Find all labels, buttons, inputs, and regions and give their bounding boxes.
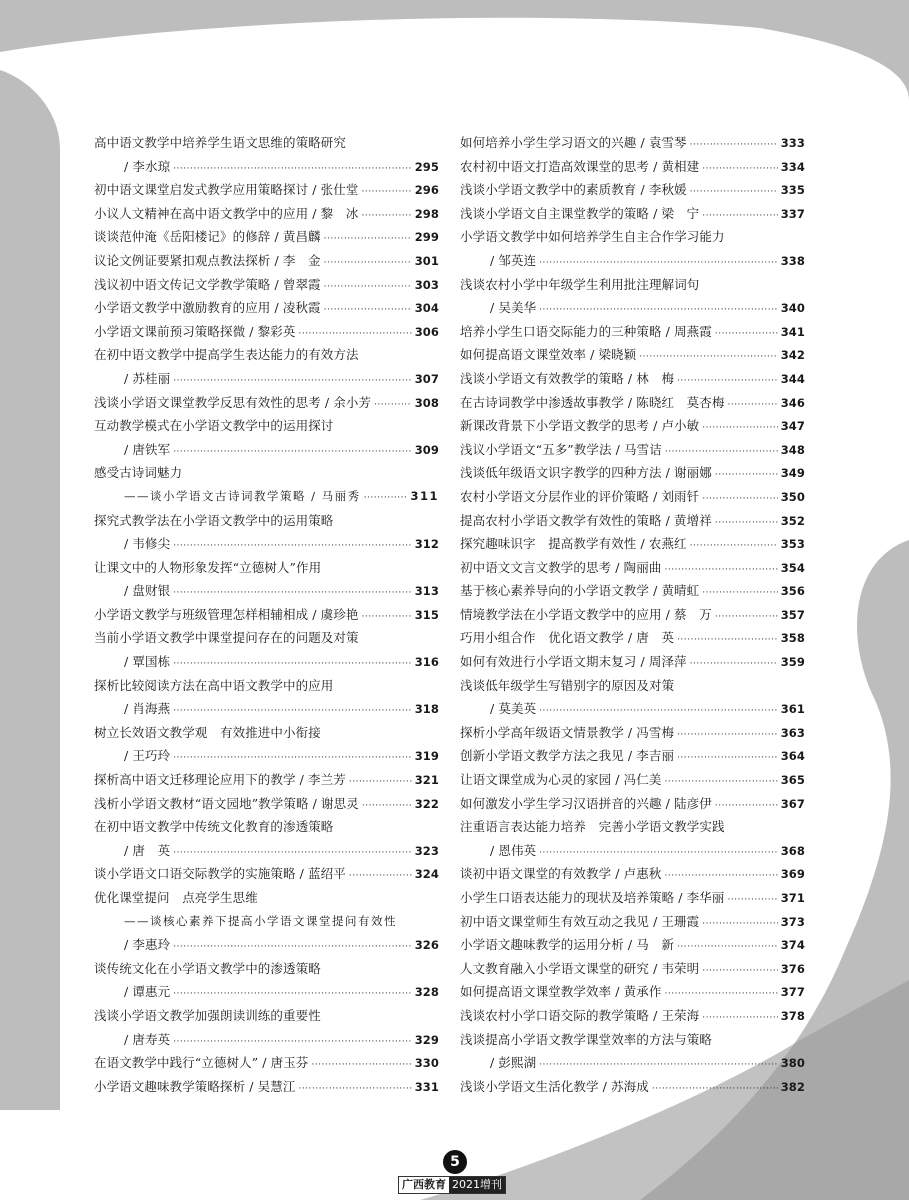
toc-entry-title: 培养小学生口语交际能力的三种策略 / 周燕霞 xyxy=(460,323,712,339)
toc-entry-page: 328 xyxy=(414,985,439,1000)
toc-entry-title: 小学语文教学中激励教育的应用 / 凌秋霞 xyxy=(94,300,321,316)
toc-entry xyxy=(94,792,439,816)
toc-leader-dots xyxy=(690,535,778,559)
toc-entry-title: ——谈小学语文古诗词教学策略 / 马丽秀 xyxy=(124,488,361,503)
toc-entry-title: / 谭惠元 xyxy=(124,984,171,1000)
toc-entry-page: 378 xyxy=(780,1008,805,1023)
toc-entry-title: 议论文例证要紧扣观点教法探析 / 李 金 xyxy=(94,252,321,268)
toc-entry-title: 如何激发小学生学习汉语拼音的兴趣 / 陆彦伊 xyxy=(460,795,712,811)
toc-entry xyxy=(94,131,439,155)
toc-entry xyxy=(460,155,805,179)
toc-leader-dots xyxy=(690,181,778,205)
toc-entry xyxy=(460,957,805,981)
toc-entry-page: 304 xyxy=(414,301,439,316)
toc-entry-page: 308 xyxy=(414,395,439,410)
toc-entry-title: 人文教育融入小学语文课堂的研究 / 韦荣明 xyxy=(460,960,700,976)
toc-entry-title: 探析高中语文迁移理论应用下的教学 / 李兰芳 xyxy=(94,772,346,788)
toc-entry-title: 小议人文精神在高中语文教学中的应用 / 黎 冰 xyxy=(94,205,359,221)
toc-entry-title: 初中语文课堂启发式教学应用策略探讨 / 张仕堂 xyxy=(94,182,359,198)
toc-entry-page: 364 xyxy=(780,749,805,764)
toc-entry xyxy=(460,792,805,816)
toc-entry-title: 在初中语文教学中传统文化教育的渗透策略 xyxy=(94,819,334,835)
toc-entry-page: 382 xyxy=(780,1079,805,1094)
toc-entry xyxy=(94,178,439,202)
toc-entry-title: 探析小学高年级语文情景教学 / 冯雪梅 xyxy=(460,724,675,740)
toc-entry-title: 让课文中的人物形象发挥“立德树人”作用 xyxy=(94,559,322,575)
toc-entry-title: / 李惠玲 xyxy=(124,937,171,953)
toc-entry-title: 在语文教学中践行“立德树人” / 唐玉芬 xyxy=(94,1055,309,1071)
toc-entry-title: / 恩伟英 xyxy=(490,842,537,858)
toc-leader-dots xyxy=(702,913,777,937)
toc-entry-title: 浅谈农村小学中年级学生利用批注理解词句 xyxy=(460,276,700,292)
page-number: 5 xyxy=(443,1150,467,1174)
toc-entry-title: / 盘财银 xyxy=(124,583,171,599)
toc-entry-title: 浅谈小学语文自主课堂教学的策略 / 梁 宁 xyxy=(460,205,700,221)
toc-entry-title: 浅谈小学语文教学中的素质教育 / 李秋媛 xyxy=(460,182,687,198)
toc-entry-title: 浅析小学语文教材“语文园地”教学策略 / 谢思灵 xyxy=(94,795,359,811)
toc-entry-title: 如何培养小学生学习语文的兴趣 / 袁雪琴 xyxy=(460,135,687,150)
toc-entry xyxy=(460,461,805,485)
toc-entry xyxy=(460,343,805,367)
toc-leader-dots xyxy=(715,464,778,488)
toc-entry xyxy=(94,320,439,344)
toc-entry-page: 307 xyxy=(414,371,439,386)
toc-entry-page: 324 xyxy=(414,867,439,882)
toc-entry-page: 365 xyxy=(780,773,805,788)
toc-entry-page: 319 xyxy=(414,749,439,764)
toc-entry xyxy=(460,768,805,792)
toc-entry-title: 情境教学法在小学语文教学中的应用 / 蔡 万 xyxy=(460,606,712,622)
toc-entry-title: / 莫美英 xyxy=(490,701,537,717)
toc-entry-title: / 肖海燕 xyxy=(124,701,171,717)
toc-entry xyxy=(94,367,439,391)
toc-entry-title: 浅谈小学语文有效教学的策略 / 林 梅 xyxy=(460,370,675,386)
toc-entry xyxy=(94,509,439,533)
toc-entry-title: 如何提高语文课堂效率 / 梁晓颖 xyxy=(460,347,637,363)
toc-leader-dots xyxy=(324,276,412,300)
toc-entry-page: 380 xyxy=(780,1056,805,1071)
toc-entry-page: 341 xyxy=(780,324,805,339)
toc-entry-title: 树立长效语文教学观 有效推进中小衔接 xyxy=(94,724,321,740)
toc-entry-title: 浅谈低年级学生写错别字的原因及对策 xyxy=(460,677,675,693)
toc-entry xyxy=(460,414,805,438)
toc-entry-title: 浅谈小学语文生活化教学 / 苏海成 xyxy=(460,1078,649,1094)
toc-leader-dots xyxy=(374,394,412,418)
toc-entry-title: 浅谈小学语文课堂教学反思有效性的思考 / 余小芳 xyxy=(94,394,372,410)
toc-entry-title: 让语文课堂成为心灵的家园 / 冯仁美 xyxy=(460,772,662,788)
toc-entry-page: 316 xyxy=(414,655,439,670)
toc-entry xyxy=(460,131,805,155)
toc-entry xyxy=(94,697,439,721)
toc-entry xyxy=(94,768,439,792)
toc-entry xyxy=(94,721,439,745)
toc-entry-title: 初中语文文言文教学的思考 / 陶丽曲 xyxy=(460,559,662,575)
toc-entry-page: 330 xyxy=(414,1056,439,1071)
toc-entry-title: 浅议小学语文“五多”教学法 / 马雪诘 xyxy=(460,441,662,457)
toc-entry-page: 371 xyxy=(780,891,805,905)
toc-entry xyxy=(460,202,805,226)
toc-entry-title: 优化课堂提问 点亮学生思维 xyxy=(94,890,258,905)
toc-leader-dots xyxy=(677,747,778,771)
toc-leader-dots xyxy=(173,441,412,465)
toc-leader-dots xyxy=(702,488,777,512)
toc-entry-page: 344 xyxy=(780,371,805,386)
toc-entry-title: 探究式教学法在小学语文教学中的运用策略 xyxy=(94,512,334,528)
toc-entry-page: 298 xyxy=(414,206,439,221)
toc-entry xyxy=(460,367,805,391)
toc-entry xyxy=(94,650,439,674)
toc-entry xyxy=(94,603,439,627)
toc-leader-dots xyxy=(715,323,778,347)
toc-entry xyxy=(460,438,805,462)
toc-entry-page: 322 xyxy=(414,796,439,811)
toc-entry-title: 在初中语文教学中提高学生表达能力的有效方法 xyxy=(94,347,359,363)
toc-entry xyxy=(94,461,439,485)
toc-entry xyxy=(460,980,805,1004)
toc-leader-dots xyxy=(652,1078,778,1102)
toc-entry-page: 347 xyxy=(780,419,805,434)
toc-entry-title: / 唐寿英 xyxy=(124,1031,171,1047)
toc-entry-page: 299 xyxy=(414,230,439,245)
toc-entry xyxy=(460,509,805,533)
toc-entry xyxy=(460,556,805,580)
toc-entry-title: 谈传统文化在小学语文教学中的渗透策略 xyxy=(94,960,321,976)
toc-entry-title: 新课改背景下小学语文教学的思考 / 卢小敏 xyxy=(460,418,700,434)
journal-edition: 2021增刊 xyxy=(449,1177,505,1193)
toc-entry-title: 小学语文教学与班级管理怎样相辅相成 / 虞珍艳 xyxy=(94,606,359,622)
toc-leader-dots xyxy=(324,252,412,276)
toc-entry xyxy=(94,556,439,580)
toc-entry xyxy=(460,886,805,910)
toc-entry-title: 感受古诗词魅力 xyxy=(94,465,183,481)
toc-entry-title: / 吴美华 xyxy=(490,300,537,316)
toc-entry xyxy=(460,320,805,344)
toc-entry xyxy=(94,1051,439,1075)
toc-entry-title: 浅议初中语文传记文学教学策略 / 曾翠霞 xyxy=(94,276,321,292)
toc-leader-dots xyxy=(690,134,778,158)
journal-badge xyxy=(398,1176,506,1194)
toc-leader-dots xyxy=(361,181,411,205)
toc-entry-page: 368 xyxy=(780,843,805,858)
toc-entry-page: 350 xyxy=(780,489,805,504)
toc-entry-page: 361 xyxy=(780,702,805,717)
toc-left-column xyxy=(94,131,439,1098)
toc-entry xyxy=(460,485,805,509)
toc-entry-title: 当前小学语文教学中课堂提问存在的问题及对策 xyxy=(94,630,359,646)
toc-entry xyxy=(94,744,439,768)
toc-entry xyxy=(460,626,805,650)
toc-entry-page: 359 xyxy=(780,655,805,670)
toc-entry xyxy=(94,933,439,957)
toc-entry-title: 在古诗词教学中渗透故事教学 / 陈晓红 莫杏梅 xyxy=(460,394,725,410)
toc-entry-page: 376 xyxy=(780,961,805,976)
toc-entry xyxy=(94,1004,439,1028)
toc-entry xyxy=(94,391,439,415)
toc-leader-dots xyxy=(677,629,778,653)
toc-entry-title: / 李水琼 xyxy=(124,158,171,174)
toc-entry-page: 342 xyxy=(780,348,805,363)
toc-entry-page: 323 xyxy=(414,843,439,858)
toc-entry-title: 浅谈提高小学语文教学课堂效率的方法与策略 xyxy=(460,1031,713,1047)
toc-leader-dots xyxy=(324,228,412,252)
toc-entry xyxy=(460,674,805,698)
toc-entry xyxy=(460,532,805,556)
toc-leader-dots xyxy=(362,795,412,819)
toc-entry xyxy=(460,225,805,249)
toc-entry-page: 321 xyxy=(414,773,439,788)
toc-entry xyxy=(94,674,439,698)
toc-entry xyxy=(460,603,805,627)
toc-entry xyxy=(94,815,439,839)
toc-entry xyxy=(94,249,439,273)
toc-entry xyxy=(460,1004,805,1028)
toc-entry-page: 331 xyxy=(414,1079,439,1094)
toc-entry-page: 337 xyxy=(780,206,805,221)
toc-entry-title: 基于核心素养导向的小学语文教学 / 黄晴虹 xyxy=(460,583,700,599)
toc-entry xyxy=(460,579,805,603)
toc-entry-page: 358 xyxy=(780,631,805,646)
toc-right-column xyxy=(460,131,805,1098)
toc-entry xyxy=(94,886,439,910)
toc-entry-page: 338 xyxy=(780,253,805,268)
toc-entry-page: 349 xyxy=(780,466,805,481)
toc-entry-title: / 王巧玲 xyxy=(124,748,171,764)
toc-entry-page: 374 xyxy=(780,938,805,953)
toc-entry-page: 309 xyxy=(414,442,439,457)
toc-entry xyxy=(94,862,439,886)
toc-entry-title: / 覃国栋 xyxy=(124,654,171,670)
toc-leader-dots xyxy=(298,1078,411,1102)
toc-entry xyxy=(460,815,805,839)
toc-entry-title: ——谈核心素养下提高小学语文课堂提问有效性 xyxy=(124,913,397,928)
toc-leader-dots xyxy=(690,653,778,677)
toc-entry xyxy=(460,933,805,957)
toc-leader-dots xyxy=(361,205,411,229)
toc-entry-page: 296 xyxy=(414,183,439,198)
toc-entry xyxy=(94,225,439,249)
toc-entry-title: 谈初中语文课堂的有效教学 / 卢惠秋 xyxy=(460,866,662,882)
toc-entry-title: 提高农村小学语文教学有效性的策略 / 黄增祥 xyxy=(460,512,712,528)
toc-leader-dots xyxy=(727,394,777,418)
toc-entry-title: 小学语文教学中如何培养学生自主合作学习能力 xyxy=(460,229,725,245)
toc-entry-title: 高中语文教学中培养学生语文思维的策略研究 xyxy=(94,135,347,150)
toc-entry-title: 如何提高语文课堂教学效率 / 黄承作 xyxy=(460,984,662,1000)
toc-entry-page: 315 xyxy=(414,607,439,622)
toc-entry-title: 创新小学语文教学方法之我见 / 李吉丽 xyxy=(460,748,675,764)
toc-leader-dots xyxy=(364,487,408,511)
toc-entry-title: 谈谈范仲淹《岳阳楼记》的修辞 / 黄昌麟 xyxy=(94,229,321,245)
toc-entry xyxy=(460,650,805,674)
toc-entry-title: 互动教学模式在小学语文教学中的运用探讨 xyxy=(94,418,334,434)
toc-entry-title: / 彭熙湖 xyxy=(490,1055,537,1071)
toc-entry-title: 农村小学语文分层作业的评价策略 / 刘雨钎 xyxy=(460,488,700,504)
toc-entry-page: 333 xyxy=(780,136,805,150)
toc-entry xyxy=(94,343,439,367)
toc-entry-title: 谈小学语文口语交际教学的实施策略 / 蓝绍平 xyxy=(94,866,346,882)
toc-entry-page: 335 xyxy=(780,183,805,198)
toc-entry-page: 363 xyxy=(780,725,805,740)
toc-entry xyxy=(94,296,439,320)
toc-entry-title: / 唐 英 xyxy=(124,842,171,858)
toc-entry xyxy=(94,957,439,981)
toc-entry xyxy=(94,485,439,509)
toc-entry xyxy=(94,579,439,603)
toc-entry-page: 373 xyxy=(780,914,805,929)
toc-entry xyxy=(460,697,805,721)
toc-entry-title: 初中语文课堂师生有效互动之我见 / 王珊霞 xyxy=(460,913,700,929)
toc-entry-title: 农村初中语文打造高效课堂的思考 / 黄相建 xyxy=(460,158,700,174)
toc-entry xyxy=(460,910,805,934)
toc-entry-title: 小学语文课前预习策略探微 / 黎彩英 xyxy=(94,323,296,339)
toc-entry xyxy=(460,862,805,886)
toc-entry-title: 浅谈农村小学口语交际的教学策略 / 王荣海 xyxy=(460,1007,700,1023)
toc-entry-page: 340 xyxy=(780,301,805,316)
journal-name: 广西教育 xyxy=(402,1178,446,1191)
toc-entry-page: 311 xyxy=(410,488,439,503)
toc-entry xyxy=(94,155,439,179)
toc-leader-dots xyxy=(702,582,777,606)
toc-entry-title: 小学语文趣味教学策略探析 / 吴慧江 xyxy=(94,1078,296,1094)
toc-entry xyxy=(94,438,439,462)
toc-entry-page: 369 xyxy=(780,867,805,882)
toc-entry-page: 356 xyxy=(780,584,805,599)
toc-entry xyxy=(460,1051,805,1075)
toc-entry-title: / 苏桂丽 xyxy=(124,370,171,386)
toc-leader-dots xyxy=(715,606,778,630)
toc-entry-title: 小学语文趣味教学的运用分析 / 马 新 xyxy=(460,937,675,953)
toc-entry-page: 326 xyxy=(414,938,439,953)
toc-entry xyxy=(94,910,439,934)
toc-entry xyxy=(460,249,805,273)
toc-entry xyxy=(460,391,805,415)
toc-entry-page: 329 xyxy=(414,1032,439,1047)
toc-leader-dots xyxy=(324,299,412,323)
toc-entry-title: / 韦修尖 xyxy=(124,536,171,552)
toc-entry xyxy=(94,1028,439,1052)
toc-entry xyxy=(94,273,439,297)
toc-leader-dots xyxy=(702,417,777,441)
toc-entry-page: 313 xyxy=(414,584,439,599)
toc-entry-title: 巧用小组合作 优化语文教学 / 唐 英 xyxy=(460,630,675,646)
toc-entry-page: 352 xyxy=(780,513,805,528)
toc-entry-page: 301 xyxy=(414,253,439,268)
toc-leader-dots xyxy=(361,606,411,630)
toc-entry-page: 312 xyxy=(414,537,439,552)
toc-entry xyxy=(460,178,805,202)
toc-entry xyxy=(460,721,805,745)
toc-entry xyxy=(94,1075,439,1099)
toc-entry-page: 377 xyxy=(780,985,805,1000)
toc-entry xyxy=(460,839,805,863)
toc-leader-dots xyxy=(702,1007,777,1031)
toc-leader-dots xyxy=(349,865,412,889)
toc-entry-page: 303 xyxy=(414,277,439,292)
toc-entry xyxy=(94,532,439,556)
toc-entry-page: 357 xyxy=(780,607,805,622)
toc-entry xyxy=(460,1028,805,1052)
toc-entry-title: 浅谈低年级语文识字教学的四种方法 / 谢丽娜 xyxy=(460,465,712,481)
toc-entry-page: 367 xyxy=(780,796,805,811)
toc-entry xyxy=(460,744,805,768)
toc-entry-page: 348 xyxy=(780,442,805,457)
toc-entry xyxy=(94,839,439,863)
toc-entry-title: 探析比较阅读方法在高中语文教学中的应用 xyxy=(94,677,334,693)
toc-leader-dots xyxy=(311,1054,411,1078)
toc-entry-title: / 唐铁军 xyxy=(124,441,171,457)
toc-entry-page: 334 xyxy=(780,159,805,174)
toc-leader-dots xyxy=(715,512,778,536)
toc-entry-title: 如何有效进行小学语文期末复习 / 周泽萍 xyxy=(460,654,687,670)
toc-entry-page: 346 xyxy=(780,395,805,410)
toc-leader-dots xyxy=(702,960,777,984)
toc-entry-title: 探究趣味识字 提高教学有效性 / 农燕红 xyxy=(460,536,687,552)
toc-leader-dots xyxy=(727,889,777,913)
toc-entry xyxy=(94,980,439,1004)
toc-entry xyxy=(460,296,805,320)
toc-entry-page: 354 xyxy=(780,560,805,575)
toc-entry-title: 注重语言表达能力培养 完善小学语文教学实践 xyxy=(460,819,725,835)
toc-entry xyxy=(94,626,439,650)
toc-entry-page: 353 xyxy=(780,537,805,552)
toc-entry xyxy=(94,202,439,226)
toc-entry-title: / 邹英连 xyxy=(490,252,537,268)
toc-entry-page: 295 xyxy=(414,159,439,174)
toc-entry xyxy=(94,414,439,438)
toc-entry xyxy=(460,1075,805,1099)
toc-leader-dots xyxy=(702,158,777,182)
toc-entry-page: 306 xyxy=(414,324,439,339)
toc-entry-page: 318 xyxy=(414,702,439,717)
toc-leader-dots xyxy=(677,724,778,748)
toc-entry-title: 浅谈小学语文教学加强朗读训练的重要性 xyxy=(94,1007,321,1023)
toc-entry-title: 小学生口语表达能力的现状及培养策略 / 李华丽 xyxy=(460,890,725,905)
toc-entry xyxy=(460,273,805,297)
